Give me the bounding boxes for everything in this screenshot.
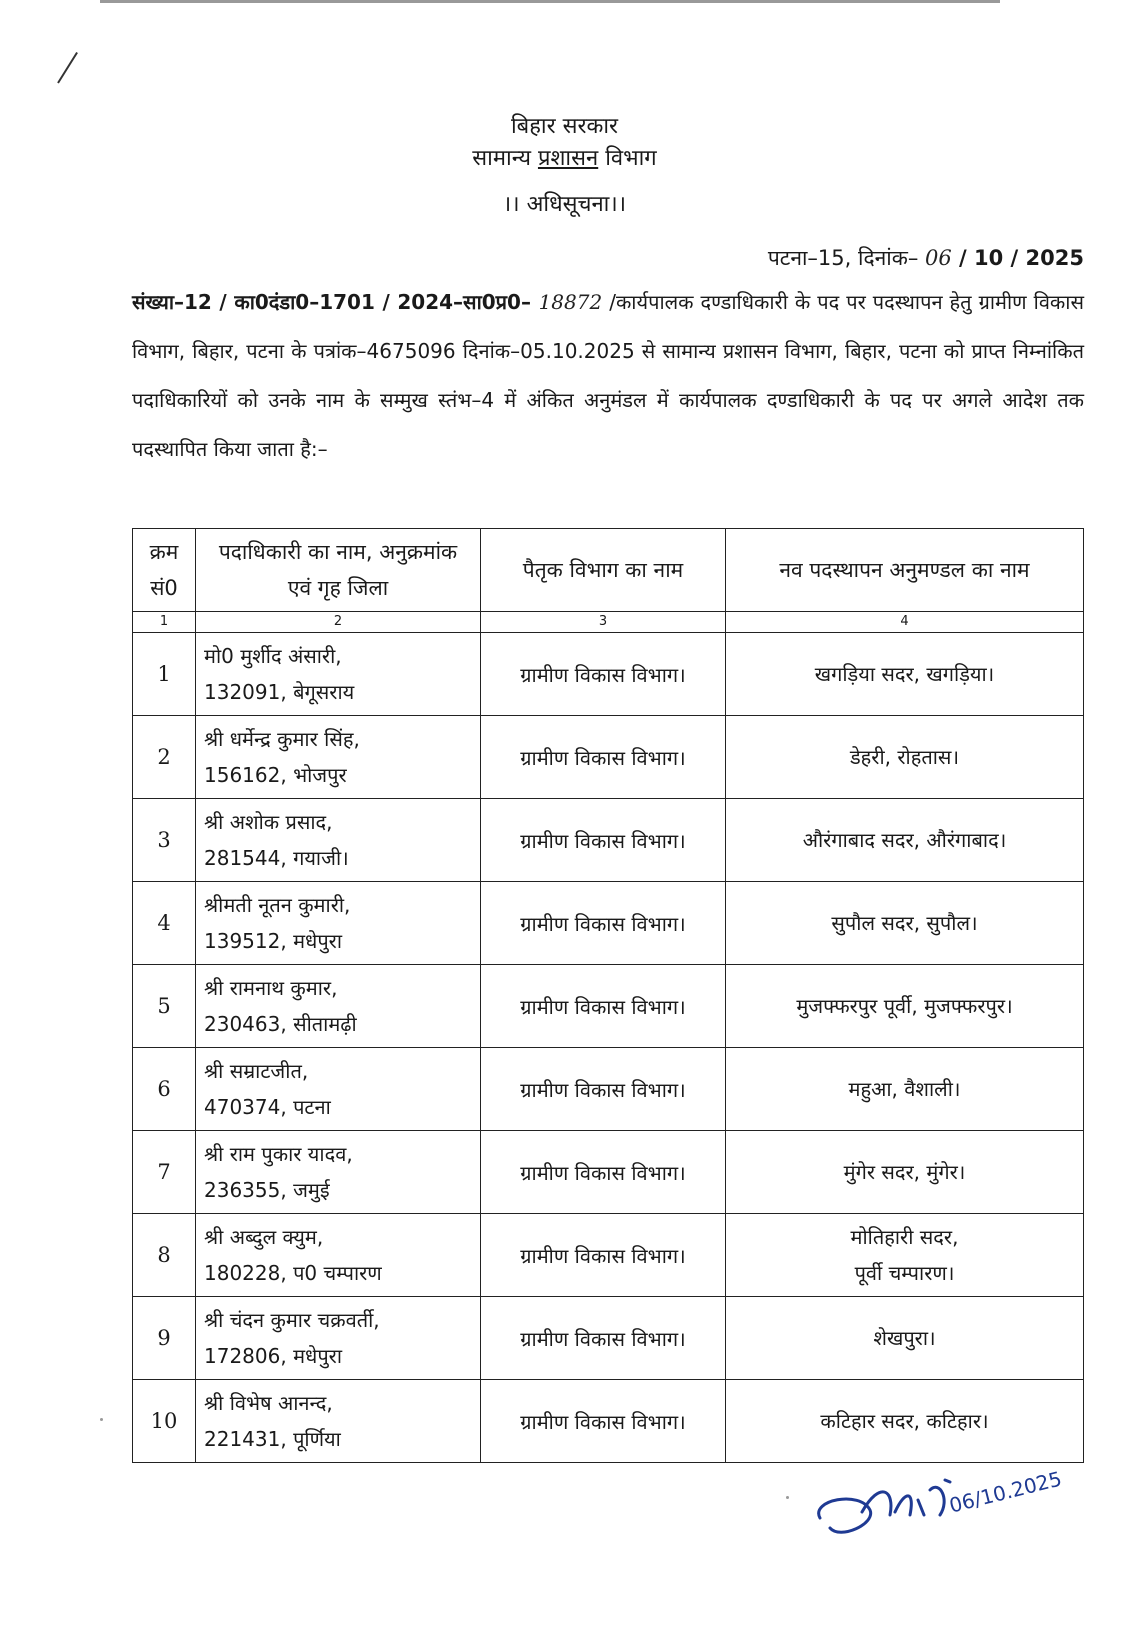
column-number: 4	[726, 612, 1084, 633]
table-row	[133, 1380, 1084, 1463]
posting-subdivision: महुआ, वैशाली।	[848, 1077, 961, 1101]
column-number: 3	[481, 612, 726, 633]
notification-title: ।। अधिसूचना।।	[502, 192, 627, 217]
posting-cell	[726, 716, 1084, 799]
handwritten-ref: 18872	[538, 290, 603, 314]
officer-id-district: 230463, सीतामढ़ी	[204, 1012, 357, 1036]
header-officer: पदाधिकारी का नाम, अनुक्रमांक एवं गृह जिला	[196, 529, 481, 612]
serial-number: 8	[133, 1214, 196, 1297]
posting-subdivision: मोतिहारी सदर,	[850, 1225, 959, 1249]
posting-cell	[726, 1380, 1084, 1463]
parent-department: ग्रामीण विकास विभाग।	[481, 965, 726, 1048]
stray-pen-mark	[57, 52, 78, 84]
officer-name: श्री अशोक प्रसाद,	[204, 810, 333, 834]
notification-body: संख्या–12 / का0दंडा0–1701 / 2024–सा0प्र0– 18872 /कार्यपालक दण्डाधिकारी के पद पर पदस्थापन हेतु ग्रामीण विकास विभाग, बिहार, पटना के पत्रांक–4675096 दिनांक–05.10.2025 से सामान्य प्रशासन विभाग, बिहार, पटना को प्राप्त निम्नांकित पदाधिकारियों को उनके नाम के सम्मुख स्तंभ–4 में अंकित अनुमंडल में कार्यपालक दण्डाधिकारी के पद पर अगले आदेश तक पदस्थापित किया जाता है:–	[132, 290, 1084, 461]
scan-speck	[100, 1418, 103, 1421]
serial-number: 5	[133, 965, 196, 1048]
table-row	[133, 633, 1084, 716]
posting-table	[132, 528, 1084, 1463]
serial-number: 6	[133, 1048, 196, 1131]
officer-cell	[196, 1297, 481, 1380]
officer-cell	[196, 799, 481, 882]
govt-name: बिहार सरकार	[510, 114, 619, 139]
posting-subdivision: औरंगाबाद सदर, औरंगाबाद।	[802, 828, 1007, 852]
table-header-row	[133, 529, 1084, 612]
officer-name: श्री राम पुकार यादव,	[204, 1142, 353, 1166]
officer-id-district: 470374, पटना	[204, 1095, 331, 1119]
table-row	[133, 882, 1084, 965]
officer-cell	[196, 716, 481, 799]
parent-department: ग्रामीण विकास विभाग।	[481, 633, 726, 716]
serial-number: 1	[133, 633, 196, 716]
parent-department: ग्रामीण विकास विभाग।	[481, 1297, 726, 1380]
parent-department: ग्रामीण विकास विभाग।	[481, 1131, 726, 1214]
scan-edge-line	[100, 0, 1000, 3]
posting-subdivision: सुपौल सदर, सुपौल।	[831, 911, 978, 935]
serial-number: 4	[133, 882, 196, 965]
table-row	[133, 1214, 1084, 1297]
signature-date: 06/10.2025	[946, 1466, 1065, 1518]
dateline: पटना–15, दिनांक– 06 / 10 / 2025	[767, 246, 1084, 270]
table-row	[133, 1131, 1084, 1214]
officer-name: श्री चंदन कुमार चक्रवर्ती,	[204, 1308, 380, 1332]
header-posting: नव पदस्थापन अनुमण्डल का नाम	[726, 529, 1084, 612]
column-number: 1	[133, 612, 196, 633]
department-name: सामान्य प्रशासन विभाग	[472, 146, 657, 171]
posting-cell	[726, 965, 1084, 1048]
officer-id-district: 132091, बेगूसराय	[204, 680, 355, 704]
officer-cell	[196, 965, 481, 1048]
officer-cell	[196, 1380, 481, 1463]
officer-name: श्रीमती नूतन कुमारी,	[204, 893, 351, 917]
officer-id-district: 172806, मधेपुरा	[204, 1344, 343, 1368]
parent-department: ग्रामीण विकास विभाग।	[481, 1048, 726, 1131]
officer-name: श्री अब्दुल क्युम,	[204, 1225, 324, 1249]
scan-speck	[786, 1496, 789, 1499]
serial-number: 10	[133, 1380, 196, 1463]
officer-name: श्री धर्मेन्द्र कुमार सिंह,	[204, 727, 360, 751]
officer-cell	[196, 1214, 481, 1297]
posting-subdivision: खगड़िया सदर, खगड़िया।	[814, 662, 995, 686]
officer-name: श्री रामनाथ कुमार,	[204, 976, 338, 1000]
parent-department: ग्रामीण विकास विभाग।	[481, 882, 726, 965]
serial-number: 3	[133, 799, 196, 882]
officer-id-district: 180228, प0 चम्पारण	[204, 1261, 382, 1285]
officer-cell	[196, 633, 481, 716]
officer-cell	[196, 1048, 481, 1131]
posting-cell	[726, 1048, 1084, 1131]
officer-cell	[196, 1131, 481, 1214]
posting-cell	[726, 1131, 1084, 1214]
parent-department: ग्रामीण विकास विभाग।	[481, 799, 726, 882]
posting-subdivision: कटिहार सदर, कटिहार।	[820, 1409, 989, 1433]
officer-name: श्री विभेष आनन्द,	[204, 1391, 333, 1415]
officer-id-district: 236355, जमुई	[204, 1178, 330, 1202]
officer-id-district: 156162, भोजपुर	[204, 763, 347, 787]
table-row	[133, 799, 1084, 882]
table-row	[133, 1048, 1084, 1131]
posting-cell	[726, 633, 1084, 716]
header-department: पैतृक विभाग का नाम	[481, 529, 726, 612]
posting-cell	[726, 1297, 1084, 1380]
posting-subdivision: डेहरी, रोहतास।	[849, 745, 960, 769]
table-row	[133, 716, 1084, 799]
posting-subdivision: शेखपुरा।	[873, 1326, 936, 1350]
officer-name: मो0 मुर्शीद अंसारी,	[204, 644, 342, 668]
serial-number: 2	[133, 716, 196, 799]
serial-number: 7	[133, 1131, 196, 1214]
posting-cell	[726, 882, 1084, 965]
officer-id-district: 221431, पूर्णिया	[204, 1427, 341, 1451]
officer-id-district: 139512, मधेपुरा	[204, 929, 343, 953]
table-row	[133, 1297, 1084, 1380]
handwritten-day: 06	[925, 246, 952, 270]
column-number-row	[133, 612, 1084, 633]
header-serial: क्रम सं0	[133, 529, 196, 612]
parent-department: ग्रामीण विकास विभाग।	[481, 1214, 726, 1297]
officer-cell	[196, 882, 481, 965]
table-row	[133, 965, 1084, 1048]
posting-cell	[726, 799, 1084, 882]
posting-subdivision: मुजफ्फरपुर पूर्वी, मुजफ्फरपुर।	[796, 994, 1013, 1018]
column-number: 2	[196, 612, 481, 633]
officer-id-district: 281544, गयाजी।	[204, 846, 349, 870]
posting-subdivision-line2: पूर्वी चम्पारण।	[854, 1261, 955, 1285]
reference-number: संख्या–12 / का0दंडा0–1701 / 2024–सा0प्र0–	[132, 290, 539, 314]
parent-department: ग्रामीण विकास विभाग।	[481, 716, 726, 799]
posting-cell	[726, 1214, 1084, 1297]
officer-name: श्री सम्राटजीत,	[204, 1059, 309, 1083]
serial-number: 9	[133, 1297, 196, 1380]
posting-subdivision: मुंगेर सदर, मुंगेर।	[843, 1160, 966, 1184]
parent-department: ग्रामीण विकास विभाग।	[481, 1380, 726, 1463]
